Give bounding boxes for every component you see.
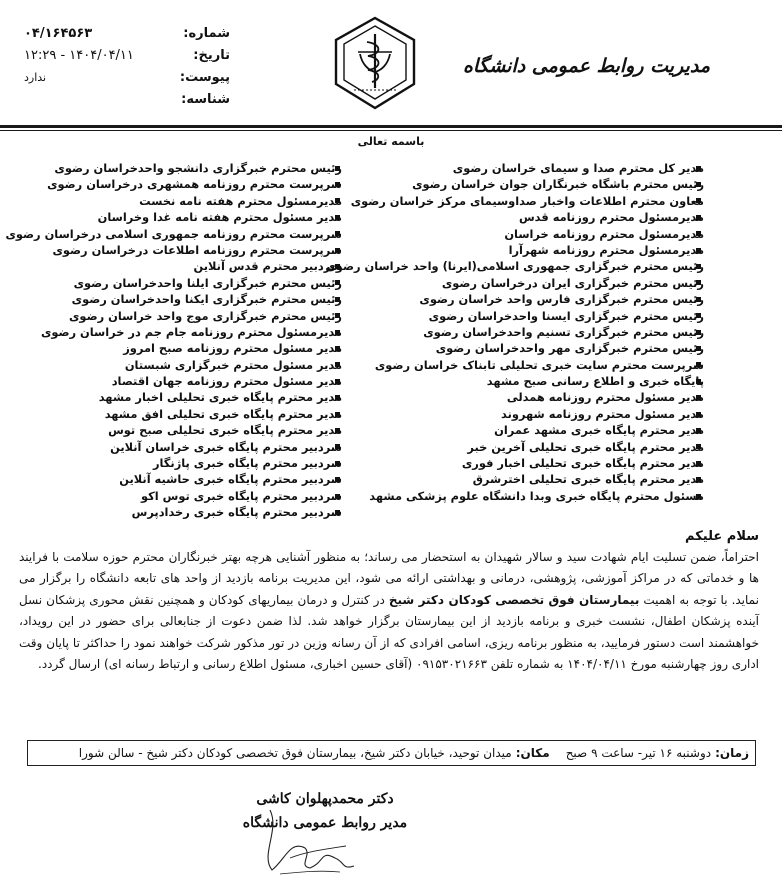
recipient-item: رئیس محترم باشگاه خبرنگاران جوان خراسان رضوی (412, 177, 704, 192)
signature-scribble-icon (250, 800, 370, 880)
signatory-title: مدیر روابط عمومی دانشگاه (242, 815, 408, 831)
salutation: سلام علیکم (685, 529, 759, 544)
recipient-item: پایگاه خبری و اطلاع رسانی صبح مشهد (486, 374, 704, 389)
basmala: باسمه تعالی (357, 135, 425, 148)
recipients-left (7, 160, 342, 521)
time-label: زمان: (715, 746, 749, 760)
body-part-2: در کنترل و درمان بیماریهای کودکان و همچنین نقش محوری پزشکان نسل آینده پزشکان اطفال، نشست خبری و برنامه بازدید از این بیمارستان برگزار خواهد شد. لذا ضمن دعوت از جنابعالی برای حضور در این رویداد، خواهشمند است دستور فرمایید، به منظور برنامه ریزی، اسامی افرادی که از آن رسانه وزین در تور مذکور شرکت خواهند نمود را حداکثر تا پایان وقت اداری روز چهارشنبه مورخ ۱۴۰۴/۰۴/۱۱ به شماره تلفن ۰۹۱۵۳۰۲۱۶۶۳ (آقای حسین اخباری، مسئول اطلاع رسانی و ارتباط رسانه ای) ارسال گردد. (19, 592, 759, 672)
place-label: مکان: (515, 746, 550, 760)
date-label: تاریخ: (193, 47, 230, 63)
recipient-item: مدیر مسئول محترم روزنامه همدلی (506, 390, 704, 405)
recipient-item: رئیس محترم خبرگزاری ایران درخراسان رضوی (441, 275, 704, 290)
recipient-item: مدیر محترم پایگاه خبری تحلیلی اخبار مشهد (98, 390, 342, 405)
reference-block (20, 22, 230, 110)
recipient-item: سردبیر محترم قدس آنلاین (193, 259, 342, 274)
recipient-item: رئیس محترم خبرگزاری ایسنا واحدخراسان رضوی (428, 308, 704, 323)
recipient-item: مدیرمسئول محترم روزنامه خراسان (504, 226, 704, 241)
body-part-1: احتراماً، ضمن تسلیت ایام شهادت سید و سالار شهیدان به استحضار می رساند؛ به منظور آشنایی هرچه بهتر خبرنگاران محترم حوزه سلامت با فرایند ها و خدماتی که در مراکز آموزشی، پژوهشی، درمانی و بهداشتی ارائه می شود، این مدیریت برنامه بازدید از واحد های تابعه دانشگاه را برگزار می نماید. با توجه به اهمیت (19, 550, 759, 607)
attachment-label: پیوست: (179, 69, 230, 85)
recipient-item: رئیس محترم خبرگزاری فارس واحد خراسان رضوی (419, 292, 704, 307)
letter-body (19, 547, 759, 675)
recipient-item: مدیر مسئول محترم خبرگزاری شبستان (124, 357, 342, 372)
recipient-item: مسئول محترم پایگاه خبری وبدا دانشگاه علوم پزشکی مشهد (369, 488, 704, 503)
recipient-item: سردبیر محترم پایگاه خبری توس اکو (141, 488, 342, 503)
number-value: ۰۴/۱۶۴۵۶۳ (24, 25, 93, 41)
recipient-item: رئیس محترم خبرگزاری موج واحد خراسان رضوی (68, 308, 342, 323)
recipient-item: سردبیر محترم پایگاه خبری رخدادپرس (131, 505, 342, 520)
recipient-item: مدیر محترم پایگاه خبری تحلیلی اخبار فوری (461, 456, 704, 471)
recipient-item: رئیس محترم خبرگزاری دانشجو واحدخراسان رضوی (54, 161, 342, 175)
recipient-item: مدیرمسئول محترم روزنامه جام جم در خراسان رضوی (40, 324, 342, 339)
date-row (20, 44, 230, 66)
event-info-box (27, 740, 756, 766)
header-divider (0, 125, 782, 128)
recipient-item: مدیر محترم پایگاه خبری تحلیلی آخرین خبر (467, 439, 704, 454)
recipient-item: مدیر محترم پایگاه خبری تحلیلی صبح توس (108, 423, 342, 438)
attachment-row (20, 66, 230, 88)
header-divider-thin (0, 130, 782, 131)
recipient-item: سردبیر محترم پایگاه خبری خراسان آنلاین (110, 439, 342, 454)
number-label: شماره: (183, 25, 230, 41)
recipient-item: مدیر محترم پایگاه خبری تحلیلی اخترشرق (472, 472, 704, 487)
organization-title: مدیریت روابط عمومی دانشگاه (462, 55, 710, 77)
recipient-item: رئیس محترم خبرگزاری ایکنا واحدخراسان رضوی (71, 292, 342, 307)
date-value: ۱۴۰۴/۰۴/۱۱ - ۱۲:۲۹ (24, 47, 134, 63)
signatory-name: دکتر محمدپهلوان کاشی (256, 791, 394, 807)
university-logo-icon (332, 14, 418, 112)
recipient-item: مدیر مسئول محترم روزنامه جهان اقتصاد (111, 374, 342, 389)
recipient-item: مدیرمسئول محترم هفته نامه نخست (139, 193, 342, 208)
recipient-item: مدیر محترم پایگاه خبری مشهد عمران (494, 423, 704, 438)
recipient-item: سردبیر محترم پایگاه خبری پاژنگار (152, 456, 342, 471)
recipients-right (325, 160, 704, 504)
recipient-item: رئیس محترم خبرگزاری تسنیم واحدخراسان رضوی (423, 324, 704, 339)
recipient-item: سردبیر محترم پایگاه خبری حاشیه آنلاین (119, 472, 342, 487)
recipient-item: مدیر کل محترم صدا و سیمای خراسان رضوی (452, 161, 704, 175)
place-value: میدان توحید، خیابان دکتر شیخ، بیمارستان فوق تخصصی کودکان دکتر شیخ - سالن شورا (78, 746, 512, 760)
recipient-item: مدیرمسئول محترم روزنامه قدس (518, 210, 704, 225)
id-label: شناسه: (181, 91, 230, 107)
number-row (20, 22, 230, 44)
recipient-item: رئیس محترم خبرگزاری ایلنا واحدخراسان رضوی (73, 275, 342, 290)
recipient-item: سرپرست محترم روزنامه همشهری درخراسان رضوی (47, 177, 342, 192)
recipient-item: سرپرست محترم روزنامه جمهوری اسلامی درخراسان رضوی (5, 226, 342, 241)
recipient-item: مدیرمسئول محترم روزنامه شهرآرا (508, 242, 704, 257)
recipient-item: رئیس محترم خبرگزاری مهر واحدخراسان رضوی (435, 341, 704, 356)
attachment-value: ندارد (24, 70, 47, 84)
recipient-item: مدیر محترم پایگاه خبری تحلیلی افق مشهد (104, 406, 342, 421)
recipient-item: مدیر مسئول محترم روزنامه شهروند (501, 406, 704, 421)
recipient-item: معاون محترم اطلاعات واخبار صداوسیمای مرکز خراسان رضوی (350, 193, 704, 208)
hospital-name: بیمارستان فوق تخصصی کودکان دکتر شیخ (388, 592, 640, 607)
recipient-item: رئیس محترم خبرگزاری جمهوری اسلامی(ایرنا) واحد خراسان رضوی (325, 259, 704, 274)
recipient-item: سرپرست محترم روزنامه اطلاعات درخراسان رضوی (52, 242, 342, 257)
recipient-item: سرپرست محترم سایت خبری تحلیلی تابناک خراسان رضوی (374, 357, 704, 372)
time-value: دوشنبه ۱۶ تیر- ساعت ۹ صبح (565, 746, 712, 760)
recipient-item: مدیر مسئول محترم هفته نامه غدا وخراسان (97, 210, 342, 225)
recipient-item: مدیر مسئول محترم روزنامه صبح امروز (123, 341, 342, 356)
id-row (20, 88, 230, 110)
